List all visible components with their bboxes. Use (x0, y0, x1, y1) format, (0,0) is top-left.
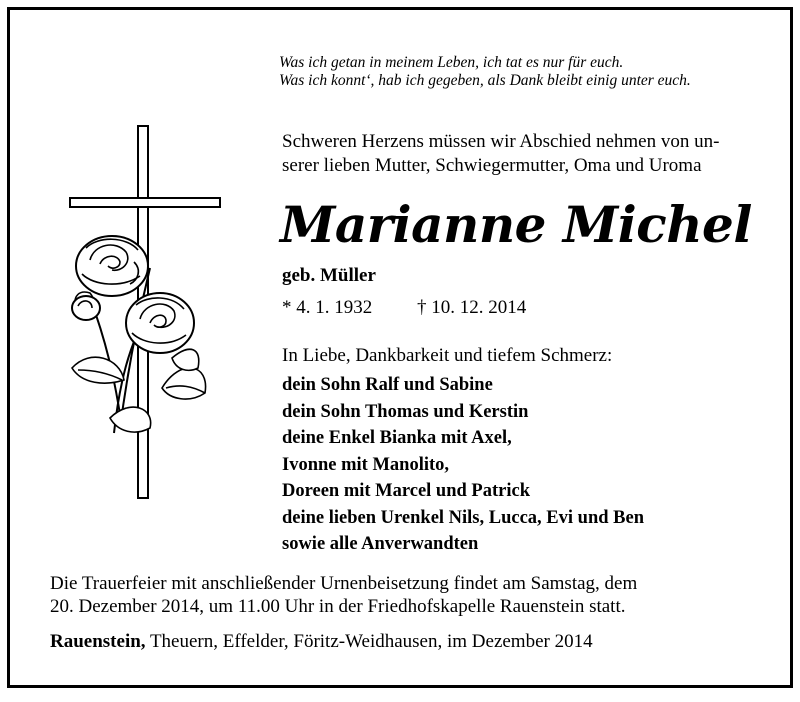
cross-with-roses-icon (50, 118, 240, 513)
mourner-line: deine Enkel Bianka mit Axel, (282, 428, 512, 448)
mourner-line: sowie alle Anverwandten (282, 534, 479, 554)
mourner-line: Ivonne mit Manolito, (282, 454, 450, 475)
birth-name: geb. Müller (282, 265, 376, 286)
motto-verse (279, 54, 779, 90)
mourners-intro: In Liebe, Dankbarkeit und tiefem Schmerz: (282, 345, 613, 366)
life-dates (282, 297, 682, 319)
birth-date: * 4. 1. 1932 (282, 297, 373, 318)
obituary-card (7, 7, 793, 688)
mourners-list (282, 372, 762, 558)
death-date: † 10. 12. 2014 (417, 297, 527, 318)
motto-line-1: Was ich getan in meinem Leben, ich tat es nur für euch. (279, 54, 624, 71)
mourner-line: dein Sohn Ralf und Sabine (282, 375, 493, 395)
ceremony-line-1: Die Trauerfeier mit anschließender Urnenbeisetzung findet am Samstag, dem (50, 573, 638, 594)
mourner-line: deine lieben Urenkel Nils, Lucca, Evi und Ben (282, 507, 644, 528)
ceremony-notice (50, 572, 776, 618)
intro-line-1: Schweren Herzens müssen wir Abschied nehmen von un- (282, 131, 720, 152)
deceased-name: Marianne Michel (280, 195, 752, 254)
motto-line-2: Was ich konnt‘, hab ich gegeben, als Dank bleibt einig unter euch. (279, 72, 691, 89)
place-town: Rauenstein, (50, 631, 146, 652)
intro-text (282, 130, 772, 178)
mourner-line: dein Sohn Thomas und Kerstin (282, 401, 529, 422)
ceremony-line-2: 20. Dezember 2014, um 11.00 Uhr in der Friedhofskapelle Rauenstein statt. (50, 596, 626, 617)
mourner-line: Doreen mit Marcel und Patrick (282, 481, 530, 501)
place-rest: Theuern, Effelder, Föritz-Weidhausen, im Dezember 2014 (145, 631, 593, 652)
place-and-date (50, 631, 776, 653)
intro-line-2: serer lieben Mutter, Schwiegermutter, Oma und Uroma (282, 155, 702, 176)
